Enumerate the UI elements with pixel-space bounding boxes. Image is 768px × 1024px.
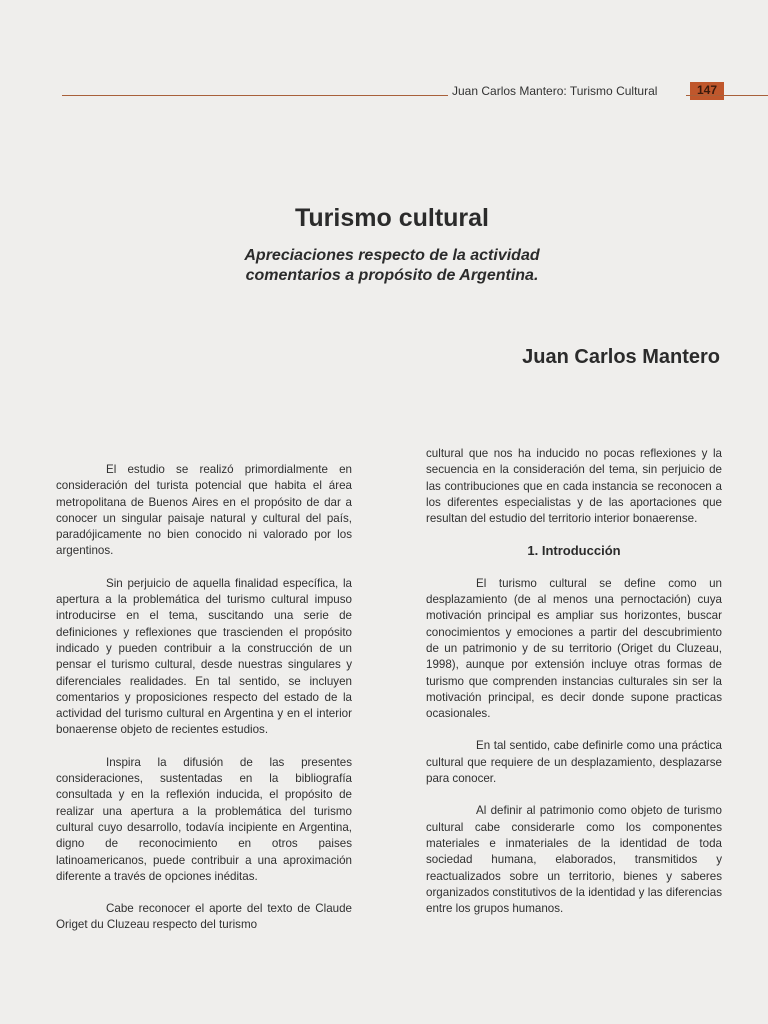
right-column [426,446,722,933]
header-rule [62,95,448,96]
header-rule-right [686,95,768,96]
paragraph-continuation: cultural que nos ha inducido no pocas reflexiones y la secuencia en la consideración del tema, sin perjuicio de las contribuciones que en cada instancia se reconocen a los diferentes especialistas y de las aportaciones que resultan del estudio del territorio interior bonaerense. [426,447,722,526]
left-column [56,462,352,950]
article-title: Turismo cultural [294,204,489,232]
paragraph: Al definir al patrimonio como objeto de turismo cultural cabe considerarle como los componentes materiales e inmateriales de la identidad de toda sociedad humana, elaborados, transmitidos y reactualizados sobre un territorio, bienes y saberes organizados constitutivos de la identidad y las diferencias entre los grupos humanos. [426,804,722,916]
running-head: Juan Carlos Mantero: Turismo Cultural [452,84,658,98]
paragraph: El turismo cultural se define como un desplazamiento (de al menos una pernoctación) cuya motivación principal es ampliar sus horizontes, buscar conocimientos y emociones a partir del descubrimiento de un patrimonio y de su territorio (Origet du Cluzeau, 1998), aunque por extensión incluye otras formas de turismo que comprenden instancias culturales sin ser la motivación principal, es decir donde supone practicas ocasionales. [426,576,722,721]
paragraph: En tal sentido, cabe definirle como una práctica cultural que requiere de un desplazamiento, desplazarse para conocer. [426,739,722,786]
section-heading: 1. Introducción [527,543,621,559]
page-number: 147 [690,82,724,100]
subtitle-line-1: Apreciaciones respecto de la actividad [244,247,540,264]
paragraph: El estudio se realizó primordialmente en consideración del turista potencial que habita el área metropolitana de Buenos Aires en el propósito de dar a conocer un singular paisaje natural y cultural del país, paradójicamente no bien conocido ni valorado por los argentinos. [56,463,352,558]
subtitle-line-2: comentarios a propósito de Argentina. [245,267,539,284]
author-name: Juan Carlos Mantero [522,346,720,368]
paragraph: Sin perjuicio de aquella finalidad específica, la apertura a la problemática del turismo cultural impuso introducirse en el tema, suscitando una serie de definiciones y reflexiones que trascienden el propósito indicado y pueden contribuir a la construcción de un pensar el turismo cultural, desde nuestras singulares y diferenciales realidades. En tal sentido, se incluyen comentarios y proposiciones respecto del estado de la actividad del turismo cultural en Argentina y en el interior bonaerense objeto de recientes estudios. [56,576,352,737]
paragraph: Cabe reconocer el aporte del texto de Claude Origet du Cluzeau respecto del turismo [56,902,352,932]
paragraph: Inspira la difusión de las presentes consideraciones, sustentadas en la bibliografía consultada y en la reflexión inducida, el propósito de realizar una apertura a la problemática del turismo cultural cuyo desarrollo, todavía incipiente en Argentina, digno de reconocimiento en otros paises latinoamericanos, puede contribuir a una aproximación diferente a través de opciones inéditas. [56,755,352,883]
article-subtitle [0,246,768,286]
